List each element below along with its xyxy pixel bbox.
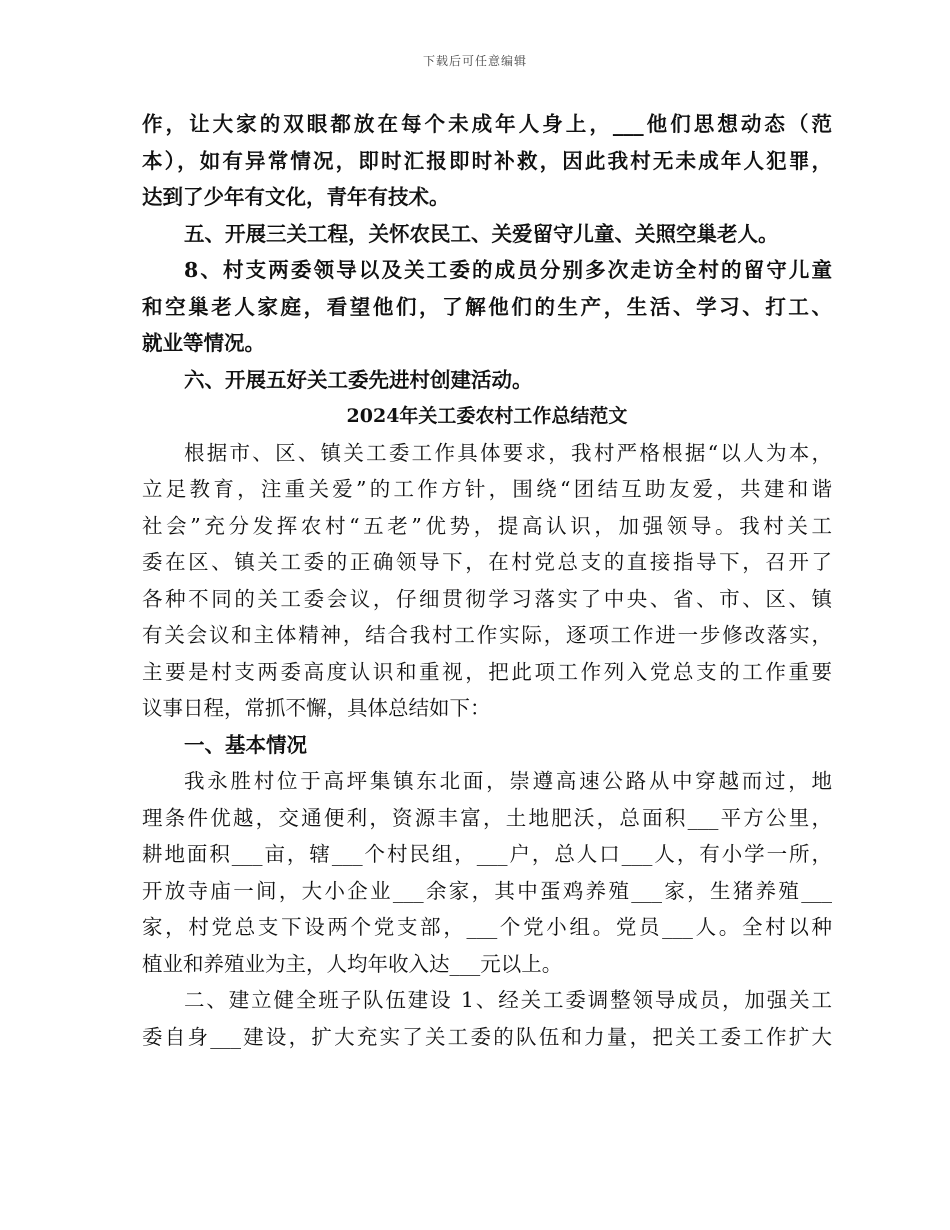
text-line: 达到了少年有文化，青年有技术。: [142, 185, 450, 209]
text-line: 主要是村支两委高度认识和重视，把此项工作列入党总支的工作重要: [142, 659, 832, 684]
text-line: 家，村党总支下设两个党支部，___个党小组。党员___人。全村以种: [142, 915, 832, 939]
text-line: 植业和养殖业为主，人均年收入达___元以上。: [142, 951, 563, 976]
text-line: 开放寺庙一间，大小企业___余家，其中蛋鸡养殖___家，生猪养殖___: [142, 878, 832, 903]
text-line: 耕地面积___亩，辖___个村民组，___户，总人口___人，有小学一所，: [142, 842, 832, 866]
text-line: 和空巢老人家庭，看望他们，了解他们的生产，生活、学习、打工、: [142, 294, 832, 319]
text-line: 二、建立健全班子队伍建设 1、经关工委调整领导成员，加强关工: [184, 988, 832, 1012]
text-line: 六、开展五好关工委先进村创建活动。: [184, 367, 533, 392]
section-title: 2024年关工委农村工作总结范文: [346, 405, 628, 427]
text-line: 一、基本情况: [184, 732, 307, 757]
text-line: 8、村支两委领导以及关工委的成员分别多次走访全村的留守儿童: [184, 258, 832, 282]
text-line: 我永胜村位于高坪集镇东北面，崇遵高速公路从中穿越而过，地: [184, 769, 832, 793]
page-header: 下载后可任意编辑: [422, 54, 527, 68]
document-body: [142, 106, 832, 1055]
text-line: 议事日程，常抓不懈，具体总结如下：: [142, 696, 491, 720]
text-line: 就业等情况。: [142, 331, 265, 355]
text-line: 根据市、区、镇关工委工作具体要求，我村严格根据“以人为本，: [184, 440, 832, 465]
text-line: 有关会议和主体精神，结合我村工作实际，逐项工作进一步修改落实，: [142, 623, 832, 647]
text-line: 委自身___建设，扩大充实了关工委的队伍和力量，把关工委工作扩大: [142, 1024, 832, 1049]
text-line: 立足教育，注重关爱”的工作方针，围绕“团结互助友爱，共建和谐: [142, 477, 832, 501]
text-line: 五、开展三关工程，关怀农民工、关爱留守儿童、关照空巢老人。: [184, 221, 779, 246]
text-line: 社会”充分发挥农村“五老”优势，提高认识，加强领导。我村关工: [142, 513, 832, 538]
text-line: 各种不同的关工委会议，仔细贯彻学习落实了中央、省、市、区、镇: [142, 586, 832, 611]
text-line: 理条件优越，交通便利，资源丰富，土地肥沃，总面积___平方公里，: [142, 805, 832, 830]
text-line: 委在区、镇关工委的正确领导下，在村党总支的直接指导下，召开了: [142, 550, 832, 574]
text-line: 本），如有异常情况，即时汇报即时补救，因此我村无未成年人犯罪，: [142, 148, 832, 173]
text-line: 作，让大家的双眼都放在每个未成年人身上，___他们思想动态（范: [142, 112, 832, 136]
